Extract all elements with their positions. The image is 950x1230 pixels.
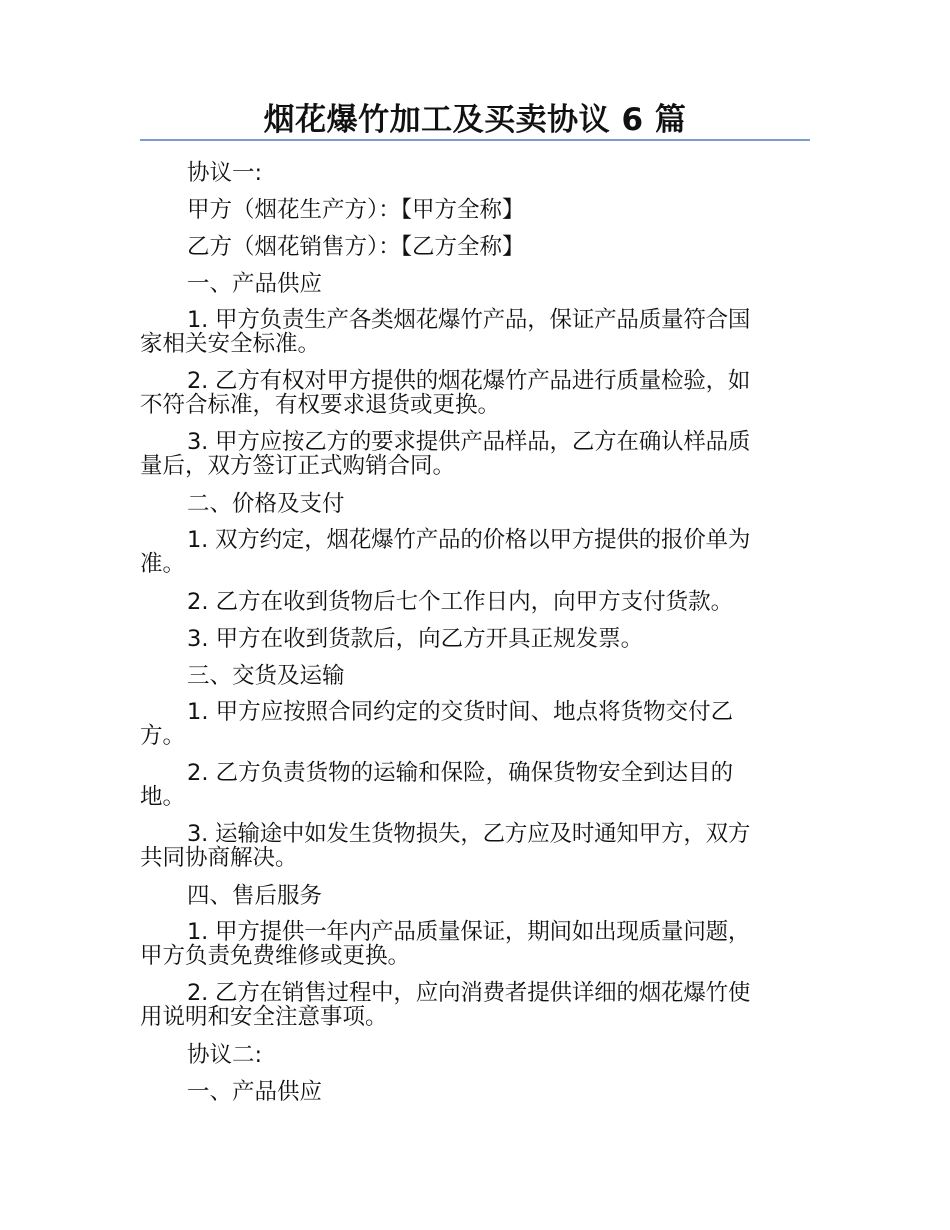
paragraph-line: 3. 运输途中如发生货物损失，乙方应及时通知甲方，双方: [187, 821, 751, 847]
paragraph-line: 甲方负责免费维修或更换。: [140, 943, 411, 969]
paragraph-line: 2. 乙方在销售过程中，应向消费者提供详细的烟花爆竹使: [187, 980, 751, 1006]
paragraph-line: 方。: [140, 723, 186, 749]
section-heading: 一、产品供应: [187, 1079, 323, 1105]
paragraph: [140, 695, 810, 756]
paragraph-line: 1. 甲方应按照合同约定的交货时间、地点将货物交付乙: [187, 699, 734, 725]
paragraph: [140, 303, 810, 364]
paragraph-line: 家相关安全标准。: [140, 331, 321, 357]
document-title: 烟花爆竹加工及买卖协议 6 篇: [263, 102, 687, 138]
paragraph: [140, 364, 810, 425]
agreement-heading: 协议一:: [187, 160, 263, 186]
paragraph-line: 准。: [140, 551, 186, 577]
document-body: [140, 155, 810, 1111]
paragraph: [140, 817, 810, 878]
paragraph-line: 1. 甲方提供一年内产品质量保证，期间如出现质量问题，: [187, 919, 751, 945]
paragraph: 3. 甲方在收到货款后，向乙方开具正规发票。: [187, 626, 644, 652]
paragraph-line: 3. 甲方应按乙方的要求提供产品样品，乙方在确认样品质: [187, 429, 751, 455]
title-underline: [140, 139, 810, 141]
paragraph-line: 2. 乙方负责货物的运输和保险，确保货物安全到达目的: [187, 760, 734, 786]
paragraph: [140, 756, 810, 817]
paragraph-line: 2. 乙方有权对甲方提供的烟花爆竹产品进行质量检验，如: [187, 368, 751, 394]
section-heading: 二、价格及支付: [187, 491, 345, 517]
paragraph: 2. 乙方在收到货物后七个工作日内，向甲方支付货款。: [187, 589, 734, 615]
paragraph-line: 共同协商解决。: [140, 845, 298, 871]
paragraph-line: 量后，双方签订正式购销合同。: [140, 453, 456, 479]
paragraph-line: 1. 双方约定，烟花爆竹产品的价格以甲方提供的报价单为: [187, 527, 751, 553]
party-a-line: 甲方（烟花生产方）：【甲方全称】: [187, 197, 525, 223]
paragraph: [140, 523, 810, 584]
paragraph: [140, 425, 810, 486]
paragraph: [140, 915, 810, 976]
paragraph-line: 不符合标准，有权要求退货或更换。: [140, 392, 501, 418]
section-heading: 一、产品供应: [187, 271, 323, 297]
section-heading: 四、售后服务: [187, 883, 323, 909]
paragraph: [140, 976, 810, 1037]
paragraph-line: 用说明和安全注意事项。: [140, 1004, 388, 1030]
party-b-line: 乙方（烟花销售方）：【乙方全称】: [187, 234, 525, 260]
paragraph-line: 1. 甲方负责生产各类烟花爆竹产品，保证产品质量符合国: [187, 307, 751, 333]
agreement-heading: 协议二:: [187, 1042, 263, 1068]
section-heading: 三、交货及运输: [187, 663, 345, 689]
paragraph-line: 地。: [140, 784, 186, 810]
